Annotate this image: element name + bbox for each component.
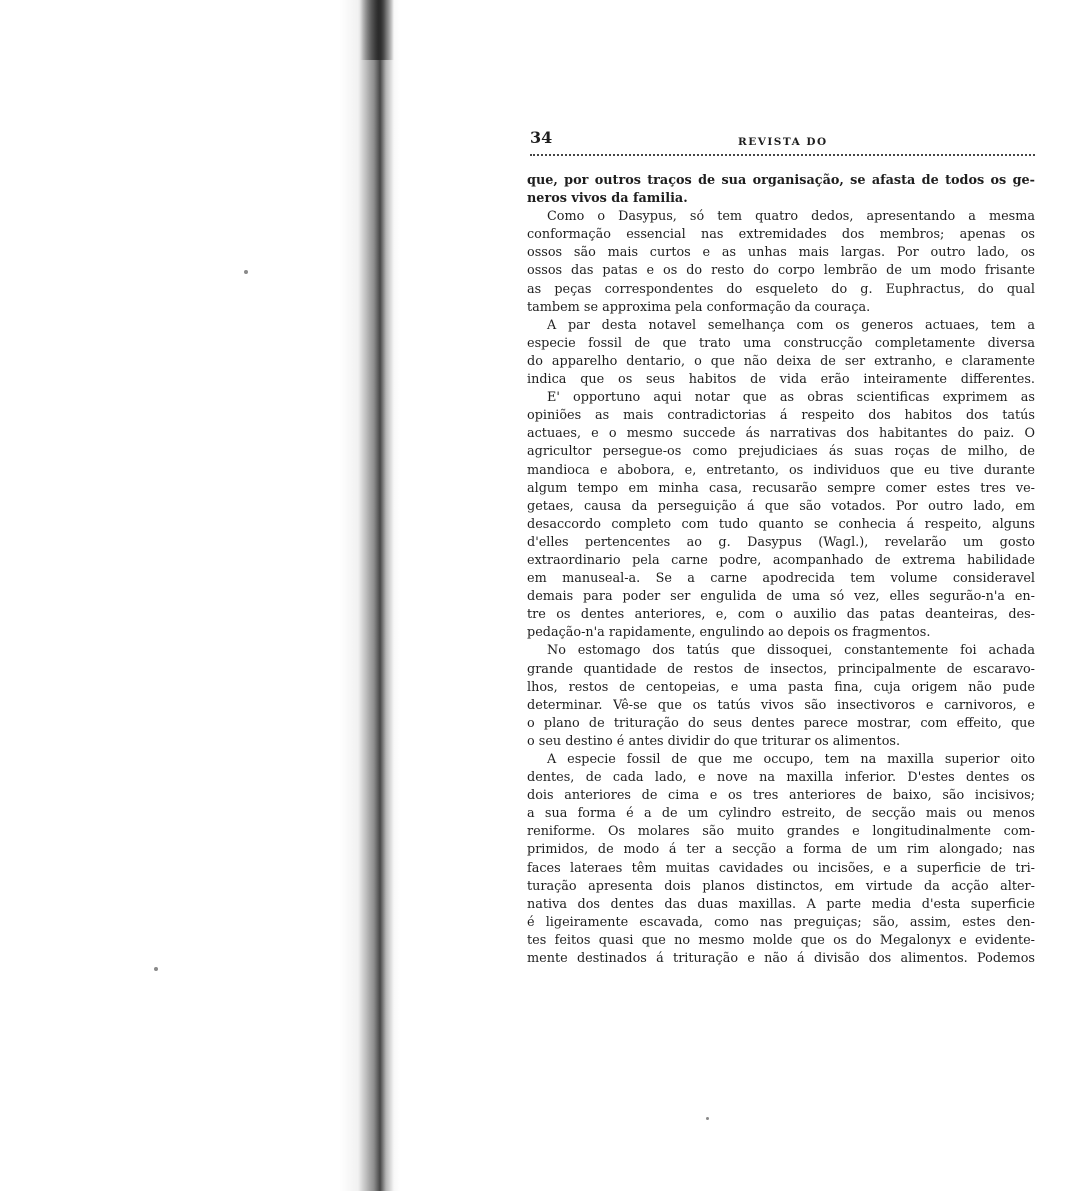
text-line: do apparelho dentario, o que não deixa de ser extranho, e claramente [527, 353, 1035, 369]
text-line: conformação essencial nas extremidades dos membros; apenas os [527, 227, 1035, 243]
text-line: a sua forma é a de um cylindro estreito, de secção mais ou menos [527, 806, 1035, 822]
text-line: actuaes, e o mesmo succede ás narrativas dos habitantes do paiz. O [527, 426, 1035, 442]
text-line: demais para poder ser engulida de uma só vez, elles segurão-n'a en- [527, 589, 1035, 605]
text-line: em manuseal-a. Se a carne apodrecida tem volume consideravel [527, 571, 1035, 587]
text-line: ossos das patas e os do resto do corpo lembrão de um modo frisante [527, 263, 1035, 279]
text-line: A especie fossil de que me occupo, tem na maxilla superior oito [547, 752, 1035, 767]
text-line: No estomago dos tatús que dissoquei, constantemente foi achada [547, 643, 1035, 659]
body-text [527, 172, 1035, 968]
running-title: REVISTA DO [738, 136, 828, 148]
text-line: pedação-n'a rapidamente, engulindo ao depois os fragmentos. [527, 625, 931, 641]
page-fold-shadow [340, 0, 400, 1191]
text-line: especie fossil de que trato uma construcção completamente diversa [527, 335, 1035, 351]
page-header [530, 124, 1035, 154]
text-line: desaccordo completo com tudo quanto se conhecia á respeito, alguns [527, 516, 1035, 532]
page-number: 34 [530, 128, 553, 147]
scan-speck [244, 270, 248, 274]
text-line: determinar. Vê-se que os tatús vivos são insectivoros e carnivoros, e [527, 697, 1035, 713]
text-line: faces lateraes têm muitas cavidades ou incisões, e a superficie de tri- [527, 860, 1035, 876]
text-line: d'elles pertencentes ao g. Dasypus (Wagl.), revelarão um gosto [527, 534, 1035, 550]
text-line: mandioca e abobora, e, entretanto, os individuos que eu tive durante [527, 462, 1035, 478]
header-rule [530, 154, 1035, 156]
text-line: lhos, restos de centopeias, e uma pasta fina, cuja origem não pude [527, 679, 1035, 695]
text-line: primidos, de modo á ter a secção a forma de um rim alongado; nas [527, 842, 1035, 858]
text-line: o plano de trituração do seus dentes parece mostrar, com effeito, que [527, 715, 1035, 731]
text-line: Como o Dasypus, só tem quatro dedos, apresentando a mesma [547, 209, 1035, 225]
text-line: tes feitos quasi que no mesmo molde que os do Megalonyx e evidente- [527, 932, 1035, 948]
text-line: opiniões as mais contradictorias á respeito dos habitos dos tatús [527, 408, 1035, 424]
text-line: E' opportuno aqui notar que as obras scientificas exprimem as [547, 390, 1035, 406]
text-line: agricultor persegue-os como prejudiciaes ás suas roças de milho, de [527, 444, 1035, 460]
text-line: turação apresenta dois planos distinctos, em virtude da acção alter- [527, 878, 1035, 894]
scan-speck [706, 1117, 709, 1120]
text-line: algum tempo em minha casa, recusarão sempre comer estes tres ve- [527, 480, 1035, 496]
scan-speck [154, 967, 158, 971]
text-line: tre os dentes anteriores, e, com o auxilio das patas deanteiras, des- [527, 607, 1035, 623]
text-line: é ligeiramente escavada, como nas preguiças; são, assim, estes den- [527, 914, 1035, 930]
text-line: A par desta notavel semelhança com os generos actuaes, tem a [547, 317, 1035, 333]
text-line: neros vivos da familia. [527, 191, 688, 207]
text-line: tambem se approxima pela conformação da couraça. [527, 299, 871, 315]
text-line: getaes, causa da perseguição á que são votados. Por outro lado, em [527, 498, 1035, 514]
text-line: ossos são mais curtos e as unhas mais largas. Por outro lado, os [527, 245, 1035, 261]
text-line: dois anteriores de cima e os tres anteriores de baixo, são incisivos; [527, 788, 1035, 804]
text-line: reniforme. Os molares são muito grandes e longitudinalmente com- [527, 824, 1035, 840]
text-line: indica que os seus habitos de vida erão inteiramente differentes. [527, 372, 1035, 388]
text-line: as peças correspondentes do esqueleto do g. Euphractus, do qual [527, 281, 1035, 297]
text-line: nativa dos dentes das duas maxillas. A parte media d'esta superficie [527, 896, 1035, 912]
text-line: grande quantidade de restos de insectos, principalmente de escaravo- [527, 661, 1035, 677]
page-fold-shadow-top [360, 0, 394, 60]
text-line: dentes, de cada lado, e nove na maxilla inferior. D'estes dentes os [527, 770, 1035, 786]
text-line: o seu destino é antes dividir do que triturar os alimentos. [527, 733, 901, 749]
text-line: extraordinario pela carne podre, acompanhado de extrema habilidade [527, 552, 1035, 568]
text-line: mente destinados á trituração e não á divisão dos alimentos. Podemos [527, 951, 1035, 967]
text-line: que, por outros traços de sua organisação, se afasta de todos os ge- [527, 173, 1035, 188]
